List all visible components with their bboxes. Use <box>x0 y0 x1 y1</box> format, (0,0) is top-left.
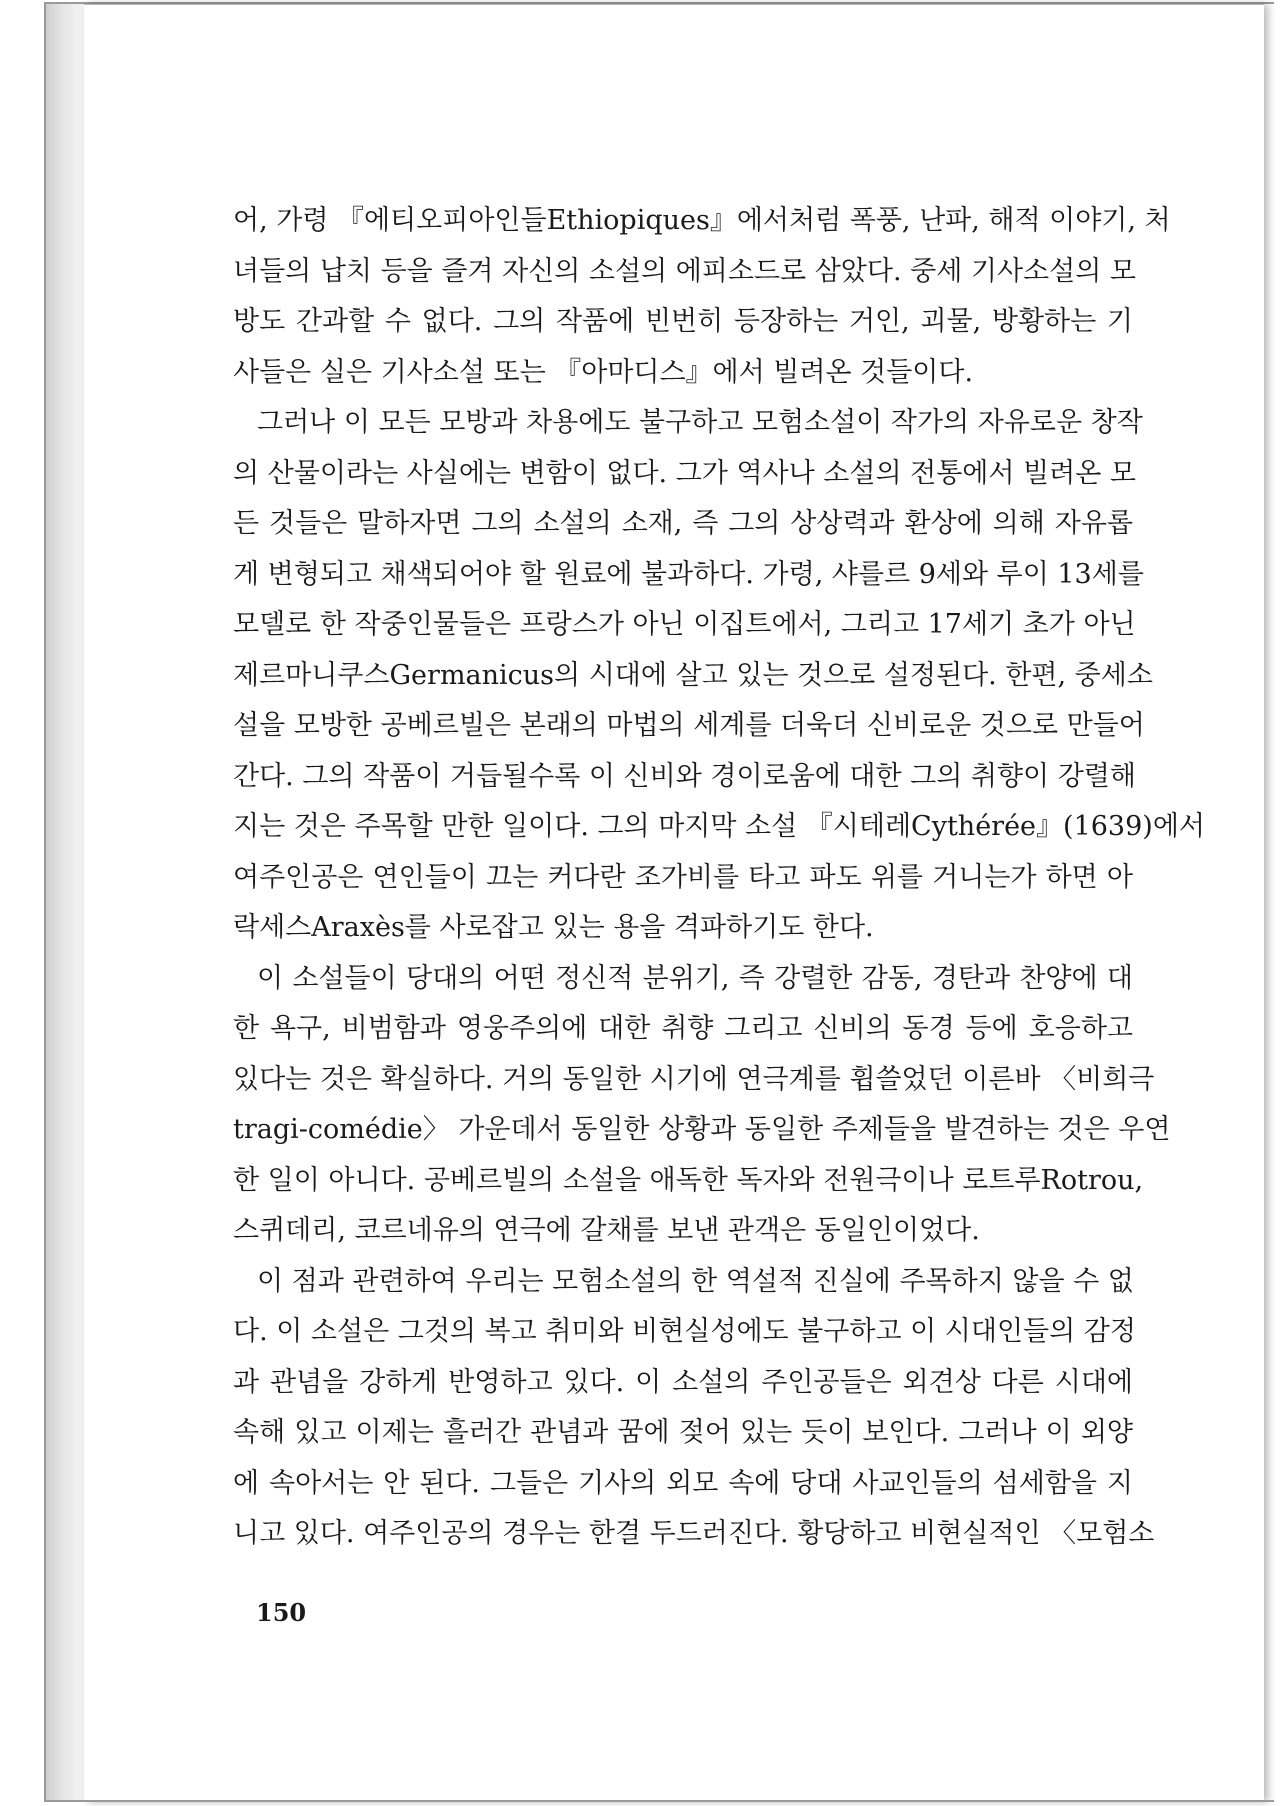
book-bottom-edge <box>44 1800 1274 1802</box>
text-line: 한 욕구, 비범함과 영웅주의에 대한 취향 그리고 신비의 동경 등에 호응하고 <box>233 1013 1133 1044</box>
text-line: 니고 있다. 여주인공의 경우는 한결 두드러진다. 황당하고 비현실적인 〈모험소 <box>233 1518 1155 1549</box>
text-line: 다. 이 소설은 그것의 복고 취미와 비현실성에도 불구하고 이 시대인들의 감정 <box>233 1316 1136 1347</box>
text-line: 에 속아서는 안 된다. 그들은 기사의 외모 속에 당대 사교인들의 섬세함을 지 <box>233 1467 1133 1499</box>
text-line: 한 일이 아니다. 공베르빌의 소설을 애독한 독자와 전원극이나 로트루Rotrou, <box>233 1164 1144 1196</box>
text-line: 게 변형되고 채색되어야 할 원료에 불과하다. 가령, 샤를르 9세와 루이 13세를 <box>233 558 1144 590</box>
text-line: 그러나 이 모든 모방과 차용에도 불구하고 모험소설이 작가의 자유로운 창작 <box>257 407 1143 438</box>
text-line: 있다는 것은 확실하다. 거의 동일한 시기에 연극계를 휩쓸었던 이른바 〈비희극 <box>233 1063 1155 1095</box>
text-line: 의 산물이라는 사실에는 변함이 없다. 그가 역사나 소설의 전통에서 빌려온 모 <box>233 457 1136 489</box>
text-line: 제르마니쿠스Germanicus의 시대에 살고 있는 것으로 설정된다. 한편, 중세소 <box>233 659 1153 691</box>
text-line: 방도 간과할 수 없다. 그의 작품에 빈번히 등장하는 거인, 괴물, 방황하는 기 <box>233 306 1133 337</box>
text-line: 지는 것은 주목할 만한 일이다. 그의 마지막 소설 『시테레Cythérée』(1639)에서 <box>233 811 1205 842</box>
text-line: 이 점과 관련하여 우리는 모험소설의 한 역설적 진실에 주목하지 않을 수 없 <box>257 1265 1134 1297</box>
text-line: 사들은 실은 기사소설 또는 『아마디스』에서 빌려온 것들이다. <box>233 356 974 388</box>
text-line: 모델로 한 작중인물들은 프랑스가 아닌 이집트에서, 그리고 17세기 초가 아닌 <box>233 609 1136 640</box>
page-number: 150 <box>256 1598 307 1627</box>
text-line: 녀들의 납치 등을 즐겨 자신의 소설의 에피소드로 삼았다. 중세 기사소설의 모 <box>233 255 1136 287</box>
text-line: 속해 있고 이제는 흘러간 관념과 꿈에 젖어 있는 듯이 보인다. 그러나 이 외양 <box>233 1417 1133 1448</box>
text-line: tragi-comédie〉 가운데서 동일한 상황과 동일한 주제들을 발견하는 것은 우연 <box>233 1114 1171 1145</box>
text-line: 설을 모방한 공베르빌은 본래의 마법의 세계를 더욱더 신비로운 것으로 만들어 <box>233 710 1145 741</box>
text-line: 든 것들은 말하자면 그의 소설의 소재, 즉 그의 상상력과 환상에 의해 자유롭 <box>233 508 1133 539</box>
text-line: 여주인공은 연인들이 끄는 커다란 조가비를 타고 파도 위를 거니는가 하면 아 <box>233 861 1133 893</box>
text-line: 간다. 그의 작품이 거듭될수록 이 신비와 경이로움에 대한 그의 취향이 강렬해 <box>233 760 1136 792</box>
text-line: 이 소설들이 당대의 어떤 정신적 분위기, 즉 강렬한 감동, 경탄과 찬양에 대 <box>257 962 1133 994</box>
text-line: 어, 가령 『에티오피아인들Ethiopiques』에서처럼 폭풍, 난파, 해적 이야기, 처 <box>233 205 1171 236</box>
text-line: 스퀴데리, 코르네유의 연극에 갈채를 보낸 관객은 동일인이었다. <box>233 1215 980 1246</box>
book-spine <box>44 4 84 1802</box>
text-line: 락세스Araxès를 사로잡고 있는 용을 격파하기도 한다. <box>233 912 874 943</box>
body-text <box>233 196 1205 1560</box>
text-line: 과 관념을 강하게 반영하고 있다. 이 소설의 주인공들은 외견상 다른 시대에 <box>233 1366 1133 1398</box>
